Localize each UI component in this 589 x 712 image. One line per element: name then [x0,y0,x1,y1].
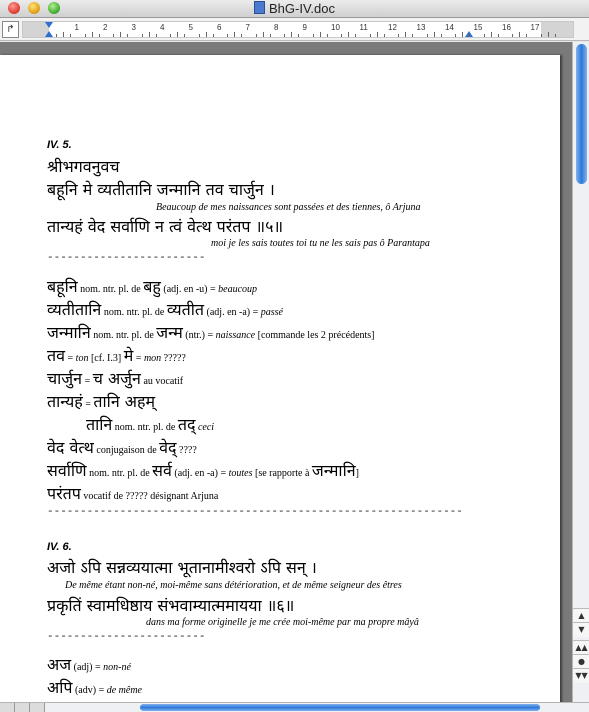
ruler-tick [184,34,185,37]
gloss-line: तानि nom. ntr. pl. de तद् ceci [86,415,215,434]
ruler-number: 9 [302,23,307,32]
verse-heading: IV. 5. [47,139,72,151]
ruler-tick [434,32,435,37]
gloss-line: व्यतीतानि nom. ntr. pl. de व्यतीत (adj. en -a) = passé [47,300,283,319]
ruler-tick [156,34,157,37]
gloss-line: जन्मानि nom. ntr. pl. de जन्म (ntr.) = naissance [commande les 2 précédents] [47,323,375,342]
ruler-tick [85,34,86,37]
ruler-tick [206,32,207,37]
ruler-tick [142,34,143,37]
gloss-line: अज (adj) = non-né [47,655,131,674]
gloss-line: अपि (adv) = de même [47,678,142,697]
translation-line: dans ma forme originelle je me crée moi-même par ma propre mâyâ [146,617,419,628]
ruler-tick [327,34,328,37]
ruler-tick [149,32,150,37]
translation-line: Beaucoup de mes naissances sont passées et des tiennes, ô Arjuna [156,202,421,213]
ruler-tick [377,32,378,37]
gloss-line: परंतप vocatif de ????? désignant Arjuna [47,484,219,503]
ruler-tick [313,34,314,37]
ruler-number: 16 [502,23,511,32]
ruler-tick [384,34,385,37]
tab-stop-selector-icon[interactable]: ↱ [2,21,19,38]
ruler-number: 5 [188,23,193,32]
verse-line: प्रकृतिं स्वामधिष्ठाय संभवाम्यात्ममायया ॥६॥ [47,596,295,615]
ruler-number: 3 [131,23,136,32]
ruler-tick [526,34,527,37]
ruler-number: 1 [74,23,79,32]
ruler-tick [63,32,64,37]
ruler-tick [341,34,342,37]
ruler-number: 15 [473,23,483,32]
ruler-tick [298,34,299,37]
translation-line: De même étant non-né, moi-même sans détérioration, et de même seigneur des êtres [65,580,402,591]
verse-line: अजो ऽपि सन्नव्ययात्मा भूतानामीश्वरो ऽपि सन् । [47,558,317,577]
ruler-tick [99,34,100,37]
ruler-tick [320,32,321,37]
document-page[interactable] [0,55,560,702]
ruler-tick [291,32,292,37]
ruler-number: 10 [331,23,340,32]
separator-line: ------------------------ [47,252,206,264]
vertical-scrollbar[interactable] [572,42,589,702]
ruler-tick [113,34,114,37]
ruler-tick [405,32,406,37]
translation-line: moi je les sais toutes toi tu ne les sais pas ô Parantapa [211,238,430,249]
ruler-tick [227,34,228,37]
gloss-line: बहूनि nom. ntr. pl. de बहु (adj. en -u) = beaucoup [47,277,258,296]
ruler-tick [541,34,542,37]
ruler-tick [469,34,470,37]
ruler-tick [455,34,456,37]
ruler-tick [120,32,121,37]
ruler-tick [398,34,399,37]
gloss-line: सर्वाणि nom. ntr. pl. de सर्व (adj. en -a) = toutes [se rapporte à जन्मानि] [47,461,359,480]
speaker-line: श्रीभगवनुवच [47,157,120,176]
ruler-tick [56,34,57,37]
browse-object-icon[interactable]: ● [573,654,589,669]
gloss-line: तव = ton [cf. I.3] मे = mon ????? [47,346,186,365]
document-icon [254,1,265,14]
ruler-tick [70,34,71,37]
ruler-number: 4 [160,23,165,32]
document-view[interactable] [0,42,572,702]
ruler-tick [199,34,200,37]
ruler-tick [555,34,556,37]
gloss-line: तान्यहं = तानि अहम् [47,392,156,411]
ruler-tick [484,34,485,37]
ruler-number: 8 [274,23,279,32]
left-indent-marker[interactable] [45,31,53,37]
ruler-tick [127,34,128,37]
ruler-tick [170,34,171,37]
ruler-number: 14 [445,23,454,32]
ruler-tick [412,34,413,37]
horizontal-scroll-thumb[interactable] [140,704,540,711]
verse-line: बहूनि मे व्यतीतानि जन्मानि तव चार्जुन । [47,180,275,199]
ruler-right-margin [541,22,574,37]
ruler-tick [348,32,349,37]
separator-line: --------------------------------------------------------------- [47,506,463,518]
ruler-tick [234,32,235,37]
ruler-tick [498,34,499,37]
next-page-icon[interactable]: ▼▼ [573,668,589,683]
window-title: BhG-IV.doc [0,1,589,16]
ruler-number: 2 [103,23,108,32]
first-line-indent-marker[interactable] [45,22,53,28]
vertical-scroll-thumb[interactable] [576,44,587,184]
ruler-scale[interactable] [22,21,574,38]
window-titlebar[interactable] [0,0,589,18]
ruler-number: 12 [388,23,397,32]
ruler-tick [462,32,463,37]
scroll-up-arrow-icon[interactable]: ▲ [573,608,589,623]
verse-heading: IV. 6. [47,541,72,553]
previous-page-icon[interactable]: ▲▲ [573,640,589,655]
ruler-tick [256,34,257,37]
ruler-tick [512,34,513,37]
ruler-tick [241,34,242,37]
ruler-tick [213,34,214,37]
ruler-tick [177,32,178,37]
scroll-down-arrow-icon[interactable]: ▼ [573,622,589,637]
ruler-tick [92,32,93,37]
ruler-tick [370,34,371,37]
verse-line: तान्यहं वेद सर्वाणि न त्वं वेत्थ परंतप ॥५॥ [47,217,284,236]
ruler-number: 17 [530,23,540,32]
ruler-tick [491,32,492,37]
ruler-tick [441,34,442,37]
ruler-tick [355,34,356,37]
horizontal-ruler[interactable] [0,18,589,41]
ruler-tick [519,32,520,37]
gloss-line: वेद वेत्थ conjugaison de वेद् ???? [47,438,197,457]
ruler-tick [427,34,428,37]
separator-line: ------------------------ [47,631,206,643]
ruler-number: 7 [245,23,250,32]
gloss-line: चार्जुन = च अर्जुन au vocatif [47,369,184,388]
ruler-number: 6 [217,23,222,32]
ruler-tick [548,32,549,37]
ruler-tick [270,34,271,37]
ruler-number: 11 [359,23,368,32]
ruler-number: 13 [416,23,426,32]
ruler-tick [263,32,264,37]
ruler-tick [284,34,285,37]
